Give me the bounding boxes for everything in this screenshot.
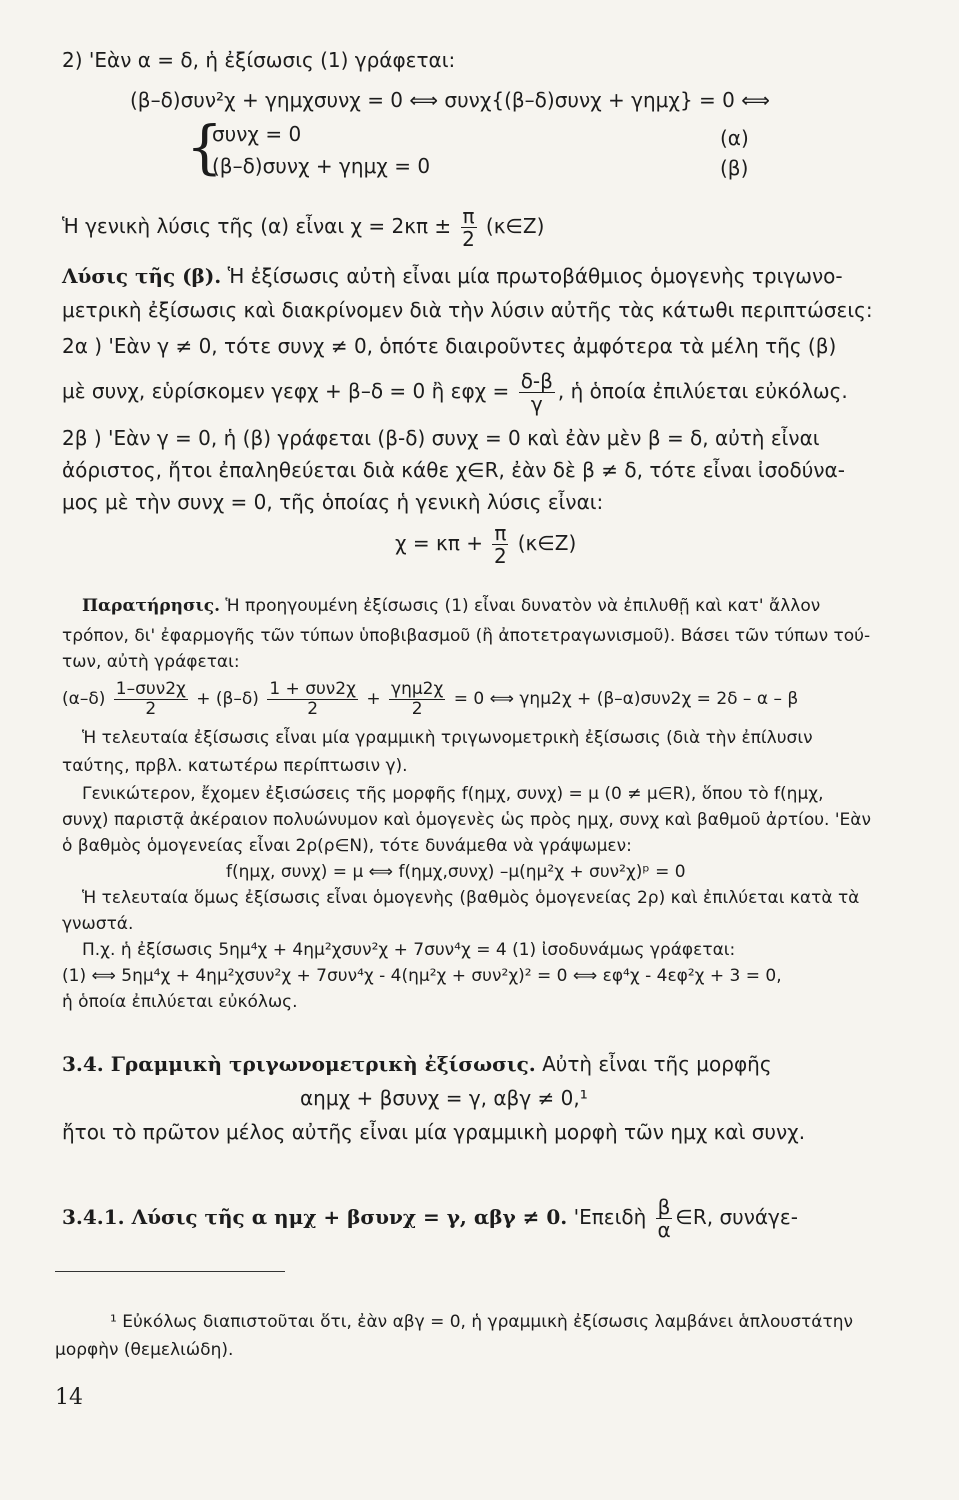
example-line: Π.χ. ἡ ἐξίσωσις 5ημ⁴χ + 4ημ²χσυν²χ + 7συν⁴χ = 4 (1) ἰσοδυνάμως γράφεται: <box>82 940 736 960</box>
paragraph-line: Ἡ τελευταία ἐξίσωσις εἶναι μία γραμμικὴ τριγωνομετρικὴ ἐξίσωσις (διὰ τὴν ἐπίλυσιν <box>82 728 813 748</box>
page-number: 14 <box>55 1385 83 1410</box>
paragraph-line: των, αὐτὴ γράφεται: <box>62 652 240 672</box>
footnote-text: ¹ Εὐκόλως διαπιστοῦται ὅτι, ἐὰν αβγ = 0, ἡ γραμμικὴ ἐξίσωσις λαμβάνει ἁπλουστάτην <box>110 1312 853 1332</box>
paragraph-line: γνωστά. <box>62 914 134 934</box>
example-equation: (1) ⟺ 5ημ⁴χ + 4ημ²χσυν²χ + 7συν⁴χ - 4(ημ²χ + συν²χ)² = 0 ⟺ εφ⁴χ - 4εφ²χ + 3 = 0, <box>62 966 782 986</box>
paragraph-line: ταύτης, πρβλ. κατωτέρω περίπτωσιν γ). <box>62 756 408 776</box>
general-solution-2b: χ = κπ + $\frac{\pi}{2}$ (κ∈Ζ) <box>395 521 577 568</box>
paragraph-line: μος μὲ τὴν συνχ = 0, τῆς ὁποίας ἡ γενικὴ λύσις εἶναι: <box>62 490 604 514</box>
solution-b-heading-line: Λύσις τῆς (β). Ἡ ἐξίσωσις αὐτὴ εἶναι μία πρωτοβάθμιος ὁμογενὴς τριγωνο- <box>62 264 843 288</box>
paragraph-line: τρόπον, δι' ἐφαρμογῆς τῶν τύπων ὑποβιβασμοῦ (ἢ ἀποτετραγωνισμοῦ). Βάσει τῶν τύπων τού- <box>62 626 871 646</box>
fraction-sin2x: $\frac{\text{γημ2χ}}{2}$ <box>391 679 444 719</box>
case-2a-solution: μὲ συνχ, εὑρίσκομεν γεφχ + β–δ = 0 ἢ εφχ = $\frac{\delta-\beta}{\gamma}$ , ἡ ὁποία ἐπιλύεται εὐκόλως. <box>62 369 848 416</box>
fraction-delta-beta-over-gamma: $\frac{\delta-\beta}{\gamma}$ <box>520 369 553 416</box>
solution-b-heading: Λύσις τῆς (β). <box>62 264 222 288</box>
section-3-4-1-heading: 3.4.1. Λύσις τῆς α ημχ + βσυνχ = γ, αβγ ≠ 0. <box>62 1205 568 1229</box>
remark-line: Παρατήρησις. Ἡ προηγουμένη ἐξίσωσις (1) εἶναι δυνατὸν νὰ ἐπιλυθῇ καὶ κατ' ἄλλον <box>82 596 821 616</box>
system-brace: { <box>186 113 223 181</box>
paragraph-line: ἡ ὁποία ἐπιλύεται εὐκόλως. <box>62 992 298 1012</box>
paragraph-line: Γενικώτερον, ἔχομεν ἐξισώσεις τῆς μορφῆς f(ημχ, συνχ) = μ (0 ≠ μ∈R), ὅπου τὸ f(ημχ, <box>82 784 824 804</box>
section-3-4-1-heading-line: 3.4.1. Λύσις τῆς α ημχ + βσυνχ = γ, αβγ ≠ 0. 'Επειδὴ $\frac{\beta}{\alpha}$ ∈R, συνάγε- <box>62 1195 798 1242</box>
system-label-a: (α) <box>720 126 749 150</box>
footnote-divider <box>55 1271 285 1272</box>
paragraph-line: ἀόριστος, ἤτοι ἐπαληθεύεται διὰ κάθε χ∈R, ἐὰν δὲ β ≠ δ, τότε εἶναι ἰσοδύνα- <box>62 458 845 482</box>
system-label-b: (β) <box>720 156 749 180</box>
case-2b: 2β ) 'Εὰν γ = 0, ἡ (β) γράφεται (β-δ) συνχ = 0 καὶ ἐὰν μὲν β = δ, αὐτὴ εἶναι <box>62 426 820 450</box>
linear-equation-form: αημχ + βσυνχ = γ, αβγ ≠ 0,¹ <box>300 1086 588 1110</box>
paragraph-line: Ἡ τελευταία ὅμως ἐξίσωσις εἶναι ὁμογενὴς (βαθμὸς ὁμογενείας 2ρ) καὶ ἐπιλύεται κατὰ τὰ <box>82 888 860 908</box>
remark-heading: Παρατήρησις. <box>82 596 221 616</box>
fraction-1-plus-cos2x: $\frac{\text{1 + συν2χ}}{2}$ <box>269 679 356 719</box>
case-2-intro: 2) 'Εὰν α = δ, ἡ ἐξίσωσις (1) γράφεται: <box>62 48 456 72</box>
section-3-4-heading: 3.4. Γραμμικὴ τριγωνομετρικὴ ἐξίσωσις. <box>62 1052 536 1076</box>
system-eq-b-text: (β–δ)συνχ + γημχ = 0 <box>212 154 431 178</box>
paragraph-line: ἤτοι τὸ πρῶτον μέλος αὐτῆς εἶναι μία γραμμικὴ μορφὴ τῶν ημχ καὶ συνχ. <box>62 1120 806 1144</box>
fraction-pi-over-2: $\frac{\pi}{2}$ <box>462 204 475 251</box>
case-2a: 2α ) 'Εὰν γ ≠ 0, τότε συνχ ≠ 0, ὁπότε διαιροῦντες ἀμφότερα τὰ μέλη τῆς (β) <box>62 334 837 358</box>
homogeneous-equation: f(ημχ, συνχ) = μ ⟺ f(ημχ,συνχ) –μ(ημ²χ + συν²χ)ᵖ = 0 <box>226 862 686 882</box>
paragraph-line: ὁ βαθμὸς ὁμογενείας εἶναι 2ρ(ρ∈N), τότε δυνάμεθα νὰ γράψωμεν: <box>62 836 632 856</box>
fraction-pi-over-2: $\frac{\pi}{2}$ <box>493 521 507 568</box>
paragraph-line: μετρικὴ ἐξίσωσις καὶ διακρίνομεν διὰ τὴν λύσιν αὐτῆς τὰς κάτωθι περιπτώσεις: <box>62 298 873 322</box>
reduction-equation: (α–δ) $\frac{\text{1–συν2χ}}{2}$ + (β–δ) $\frac{\text{1 + συν2χ}}{2}$ + $\frac{\text{γημ2χ}}{2}$ = 0 ⟺ γημ2χ + (β–α)συν2χ = 2δ – α – β <box>62 679 799 719</box>
fraction-beta-over-alpha: $\frac{\beta}{\alpha}$ <box>657 1195 671 1242</box>
section-3-4-heading-line: 3.4. Γραμμικὴ τριγωνομετρικὴ ἐξίσωσις. Αὐτὴ εἶναι τῆς μορφῆς <box>62 1052 772 1076</box>
equation-factorization: (β–δ)συν²χ + γημχσυνχ = 0 ⟺ συνχ{(β–δ)συνχ + γημχ} = 0 ⟺ <box>130 88 770 112</box>
footnote-text-cont: μορφὴν (θεμελιώδη). <box>55 1340 234 1360</box>
system-eq-a: συνχ = 0 <box>212 122 302 146</box>
paragraph-line: συνχ) παριστᾷ ἀκέραιον πολυώνυμον καὶ ὁμογενὲς ὡς πρὸς ημχ, συνχ καὶ βαθμοῦ ἀρτίου. 'Εὰν <box>62 810 871 830</box>
fraction-1-minus-cos2x: $\frac{\text{1–συν2χ}}{2}$ <box>115 679 186 719</box>
general-solution-a: Ἡ γενικὴ λύσις τῆς (α) εἶναι χ = 2κπ ± $\frac{\pi}{2}$ (κ∈Ζ) <box>62 204 545 251</box>
